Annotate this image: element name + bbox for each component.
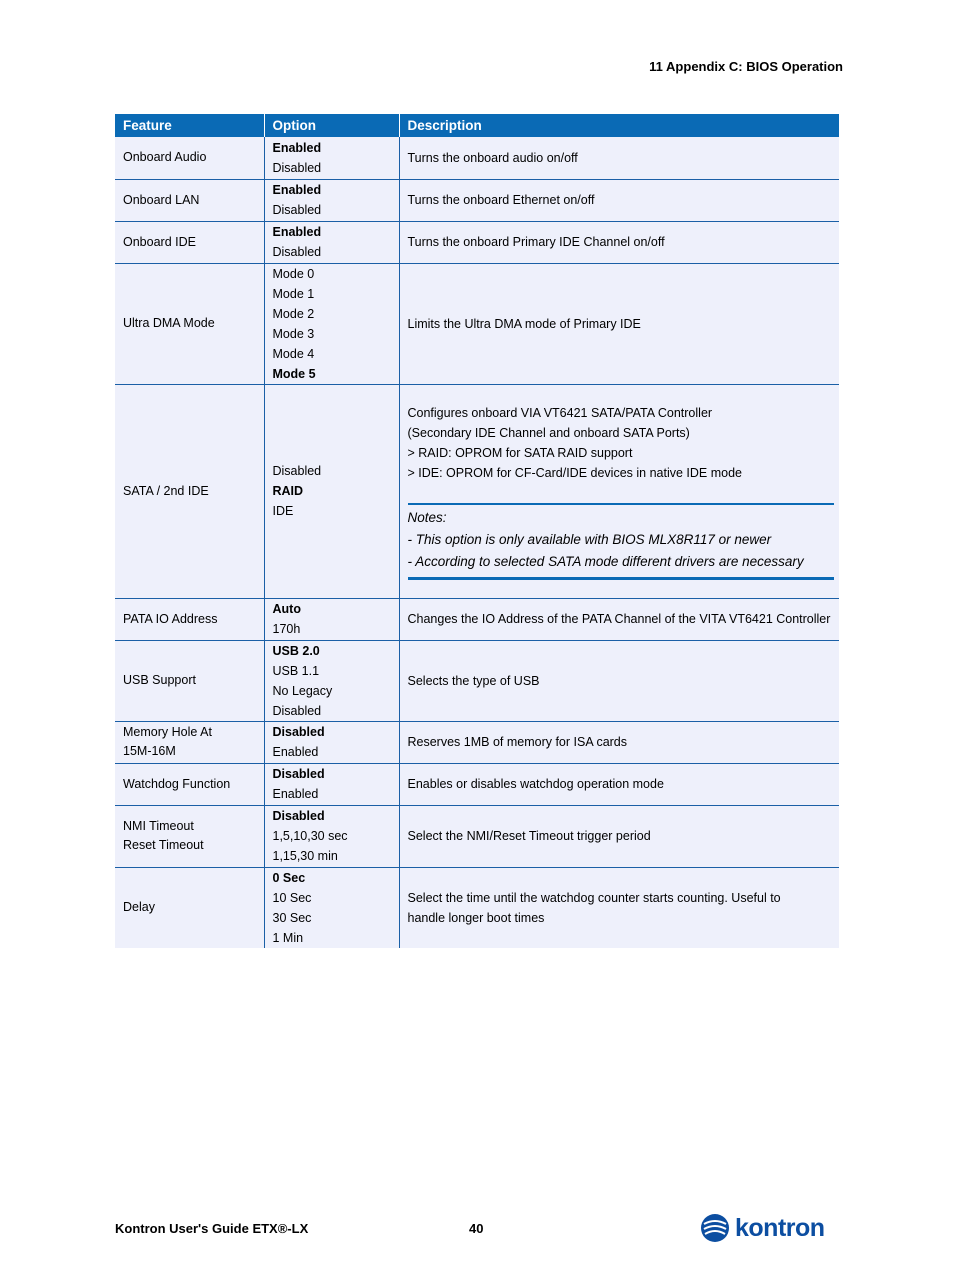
description-text: > RAID: OPROM for SATA RAID support (407, 445, 633, 460)
default-option: Disabled (272, 767, 325, 781)
table-header-row (115, 114, 839, 137)
description-text: Turns the onboard Ethernet on/off (407, 193, 595, 207)
description-text: Reserves 1MB of memory for ISA cards (407, 735, 628, 749)
feature-label: Delay (123, 900, 155, 915)
option-value: Mode 0 (272, 266, 315, 281)
table-row (115, 384, 839, 598)
table-row (115, 805, 839, 867)
table-row (115, 867, 839, 948)
table-row (115, 263, 839, 384)
option-cell (264, 598, 399, 640)
description-text: (Secondary IDE Channel and onboard SATA Ports) (407, 425, 690, 440)
feature-cell (115, 867, 264, 948)
option-cell (264, 137, 399, 179)
default-option: Mode 5 (272, 366, 316, 381)
table-row (115, 179, 839, 221)
feature-label: Watchdog Function (123, 776, 231, 791)
feature-label: SATA / 2nd IDE (123, 483, 209, 498)
option-value: Disabled (272, 703, 322, 718)
table-row (115, 721, 839, 763)
option-value: Mode 3 (272, 326, 315, 341)
description-text: Configures onboard VIA VT6421 SATA/PATA Controller (407, 405, 713, 420)
feature-cell (115, 640, 264, 721)
kontron-swirl-icon (700, 1213, 730, 1243)
feature-cell (115, 179, 264, 221)
option-value: No Legacy (272, 683, 333, 698)
feature-label: Reset Timeout (123, 838, 204, 852)
option-value: Disabled (272, 203, 322, 217)
feature-label: NMI Timeout (123, 819, 194, 833)
description-cell (399, 221, 839, 263)
description-text: Selects the type of USB (407, 673, 540, 688)
option-value: Mode 1 (272, 286, 315, 301)
option-value: Disabled (272, 464, 322, 478)
default-option: Enabled (272, 140, 322, 155)
notes-heading: Notes: (407, 509, 447, 525)
feature-label: Memory Hole At (123, 725, 212, 739)
default-option: USB 2.0 (272, 643, 320, 658)
kontron-logo (700, 1213, 825, 1243)
note-item: - This option is only available with BIOS MLX8R117 or newer (407, 531, 772, 547)
description-text: Turns the onboard Primary IDE Channel on/off (407, 235, 665, 249)
feature-label: PATA IO Address (123, 611, 218, 626)
option-value: 30 Sec (272, 910, 312, 925)
feature-cell (115, 263, 264, 384)
feature-label: Onboard Audio (123, 150, 207, 165)
description-cell (399, 598, 839, 640)
default-option: Enabled (272, 183, 322, 197)
option-cell (264, 805, 399, 867)
option-value: Disabled (272, 245, 322, 259)
table-body (115, 137, 839, 948)
option-value: 10 Sec (272, 890, 312, 905)
description-text: Select the NMI/Reset Timeout trigger period (407, 829, 651, 843)
description-cell (399, 263, 839, 384)
feature-label: 15M-16M (123, 744, 176, 758)
description-cell (399, 137, 839, 179)
table-row (115, 221, 839, 263)
option-cell (264, 721, 399, 763)
option-value: Mode 2 (272, 306, 315, 321)
description-cell (399, 805, 839, 867)
logo-wordmark: kontron (735, 1213, 825, 1242)
option-value: 1 Min (272, 930, 304, 945)
bios-settings-table (115, 114, 839, 948)
option-cell (264, 640, 399, 721)
feature-cell (115, 137, 264, 179)
description-cell (399, 640, 839, 721)
feature-cell (115, 598, 264, 640)
default-option: RAID (272, 484, 304, 498)
table-row (115, 763, 839, 805)
feature-label: Ultra DMA Mode (123, 316, 215, 330)
table-row (115, 137, 839, 179)
feature-cell (115, 384, 264, 598)
description-text: > IDE: OPROM for CF-Card/IDE devices in native IDE mode (407, 465, 742, 480)
default-option: Disabled (272, 725, 325, 739)
feature-cell (115, 721, 264, 763)
description-cell (399, 384, 839, 598)
table-row (115, 598, 839, 640)
option-value: Mode 4 (272, 346, 315, 361)
feature-label: Onboard IDE (123, 234, 196, 249)
default-option: 0 Sec (272, 870, 306, 885)
description-cell (399, 867, 839, 948)
feature-label: Onboard LAN (123, 192, 200, 207)
description-text: handle longer boot times (407, 910, 545, 925)
header-feature: Feature (115, 114, 264, 137)
footer-guide-title: Kontron User's Guide ETX®-LX (115, 1221, 309, 1236)
option-value: Enabled (272, 745, 319, 759)
note-item: - According to selected SATA mode different drivers are necessary (407, 553, 804, 569)
table-row (115, 640, 839, 721)
feature-cell (115, 221, 264, 263)
option-cell (264, 867, 399, 948)
option-cell (264, 263, 399, 384)
description-text: Changes the IO Address of the PATA Channel of the VITA VT6421 Controller (407, 612, 831, 626)
section-title: 11 Appendix C: BIOS Operation (649, 59, 843, 74)
header-option: Option (264, 114, 399, 137)
option-cell (264, 384, 399, 598)
option-value: USB 1.1 (272, 663, 320, 678)
option-value: 170h (272, 622, 301, 636)
description-cell (399, 179, 839, 221)
description-text: Turns the onboard audio on/off (407, 150, 578, 165)
description-cell (399, 721, 839, 763)
description-cell (399, 763, 839, 805)
description-text: Limits the Ultra DMA mode of Primary IDE (407, 316, 641, 331)
default-option: Auto (272, 602, 301, 616)
description-text: Enables or disables watchdog operation mode (407, 777, 664, 791)
header-description: Description (399, 114, 839, 137)
option-cell (264, 763, 399, 805)
option-value: 1,5,10,30 sec (272, 829, 348, 843)
notes-box (408, 503, 835, 580)
option-value: Disabled (272, 160, 322, 175)
option-cell (264, 179, 399, 221)
option-value: IDE (272, 504, 294, 518)
option-cell (264, 221, 399, 263)
option-value: Enabled (272, 787, 319, 801)
default-option: Disabled (272, 809, 325, 823)
feature-label: USB Support (123, 673, 196, 687)
option-value: 1,15,30 min (272, 849, 338, 863)
page-number: 40 (469, 1221, 484, 1236)
feature-cell (115, 763, 264, 805)
default-option: Enabled (272, 225, 322, 239)
feature-cell (115, 805, 264, 867)
description-text: Select the time until the watchdog counter starts counting. Useful to (407, 890, 781, 905)
